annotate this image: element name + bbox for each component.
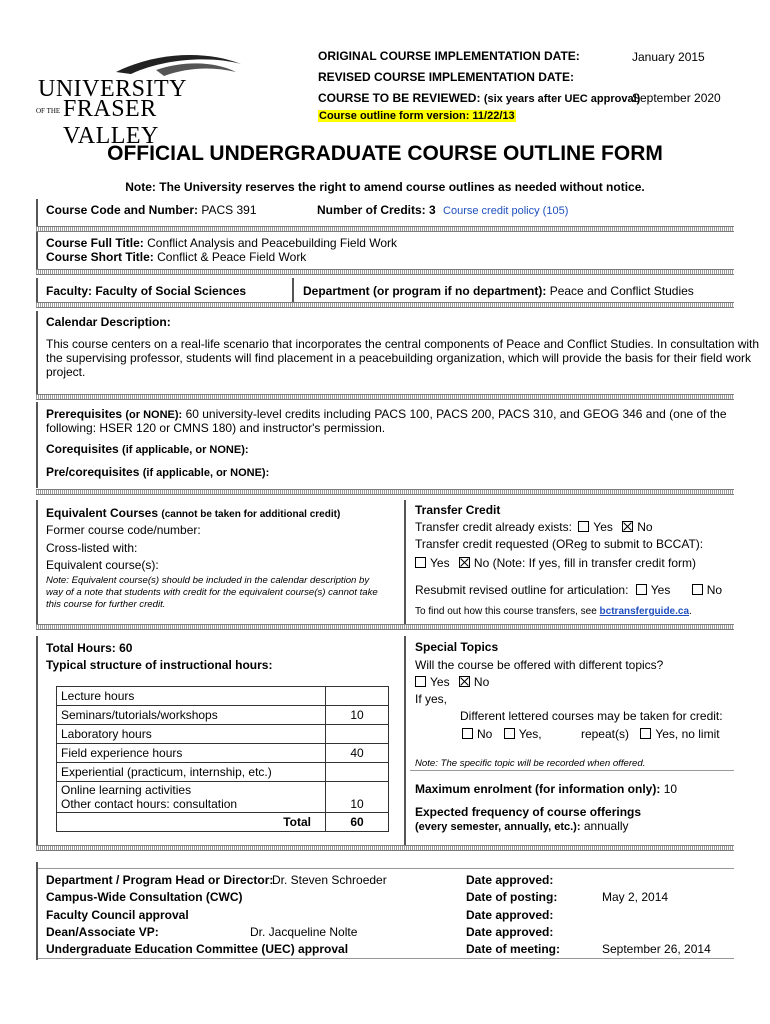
approval-name: Dr. Jacqueline Nolte: [250, 925, 358, 939]
approval-date-label: Date of posting:: [466, 890, 558, 904]
prereq-line1: [46, 407, 727, 421]
hours-total-label: Total: [57, 813, 326, 832]
special-lettered-options: [462, 727, 720, 741]
section-bar: [292, 278, 294, 304]
special-yes-checkbox[interactable]: [415, 676, 426, 687]
equivalent-note1: Note: Equivalent course(s) should be included in the calendar description by: [46, 575, 370, 586]
approval-label: Dean/Associate VP:: [46, 925, 159, 939]
equivalent-note2: way of a note that students with credit for the equivalent course(s) cannot take: [46, 587, 378, 598]
credit-policy-link[interactable]: Course credit policy (105): [443, 205, 569, 217]
lettered-yes: Yes,: [518, 727, 542, 741]
transfer-requested-options: [415, 556, 696, 570]
logo-line1: UNIVERSITY: [38, 76, 187, 102]
revised-date-label: REVISED COURSE IMPLEMENTATION DATE:: [318, 70, 575, 84]
credits-label: Number of Credits: 3: [317, 203, 436, 217]
transfer-find-text: To find out how this course transfers, see: [415, 606, 597, 617]
special-ifyes: If yes,: [415, 692, 448, 706]
hours-row-other-value: 10: [350, 797, 364, 811]
divider: [36, 624, 734, 630]
review-note: (six years after UEC approval): [483, 93, 641, 105]
course-code-label: Course Code and Number:: [46, 203, 199, 217]
equivalent-heading: [46, 506, 340, 520]
approval-row: [46, 925, 726, 941]
hours-row-label: Field experience hours: [57, 744, 326, 763]
section-bar: [36, 636, 38, 846]
approval-row: [46, 908, 726, 924]
precoreq-label: Pre/corequisites: [46, 465, 140, 479]
hours-total-value: 60: [326, 813, 389, 832]
transfer-find: [415, 606, 692, 617]
transfer-exists-yes-checkbox[interactable]: [578, 521, 589, 532]
calendar-line1: This course centers on a real-life scenario that incorporates the central components of Peace and Conflict Studies. In consultation with: [46, 337, 760, 351]
divider: [36, 489, 734, 495]
hours-row-value[interactable]: [326, 687, 389, 706]
course-code: [46, 203, 257, 217]
transfer-exists: [415, 520, 653, 534]
table-row: [57, 687, 389, 706]
max-enrolment-label: Maximum enrolment (for information only):: [415, 782, 661, 796]
logo-line2: FRASER VALLEY: [63, 96, 159, 149]
bctransferguide-link[interactable]: bctransferguide.ca: [599, 606, 690, 617]
hours-row-value[interactable]: [326, 725, 389, 744]
transfer-requested-no-checkbox[interactable]: [459, 557, 470, 568]
cross-listed: Cross-listed with:: [46, 541, 138, 555]
transfer-label: Transfer Credit: [415, 503, 501, 517]
frequency-label: Expected frequency of course offerings: [415, 805, 642, 819]
transfer-exists-no: No: [637, 520, 653, 534]
approval-row: [46, 942, 726, 958]
equivalent-courses: Equivalent course(s):: [46, 558, 159, 572]
approval-date-label: Date approved:: [466, 925, 554, 939]
special-lettered: Different lettered courses may be taken for credit:: [460, 709, 723, 723]
coreq: [46, 442, 249, 456]
approvals-top-line: [38, 868, 734, 869]
section-bar: [36, 311, 38, 395]
transfer-exists-no-checkbox[interactable]: [622, 521, 633, 532]
hours-row-value[interactable]: [326, 782, 389, 813]
transfer-exists-text: Transfer credit already exists:: [415, 520, 572, 534]
lettered-yes-checkbox[interactable]: [504, 728, 515, 739]
frequency-value: annually: [583, 819, 629, 833]
full-title-label: Course Full Title:: [46, 236, 144, 250]
hours-row-other: Other contact hours: consultation: [61, 797, 238, 811]
approval-row: [46, 873, 726, 889]
short-title-label: Course Short Title:: [46, 250, 154, 264]
table-row: [57, 725, 389, 744]
approval-label: Undergraduate Education Committee (UEC) approval: [46, 942, 349, 956]
max-enrolment: [415, 782, 677, 796]
section-bar: [36, 199, 38, 228]
resubmit: [415, 583, 722, 597]
approval-date-label: Date of meeting:: [466, 942, 561, 956]
hours-row-value[interactable]: [326, 763, 389, 782]
short-title: [46, 250, 306, 264]
lettered-no: No: [477, 727, 493, 741]
hours-row-online: Online learning activities: [61, 783, 192, 797]
section-bar: [36, 402, 38, 488]
prereq-text1: 60 university-level credits including PACS 100, PACS 200, PACS 310, and GEOG 346 and (one of the: [185, 407, 727, 421]
review-label: [318, 91, 640, 105]
hours-row-label: Experiential (practicum, internship, etc.): [57, 763, 326, 782]
table-row: [57, 706, 389, 725]
hours-row-value[interactable]: 40: [326, 744, 389, 763]
calendar-label: Calendar Description:: [46, 315, 171, 329]
approval-date-label: Date approved:: [466, 873, 554, 887]
approval-row: [46, 890, 726, 906]
divider: [36, 226, 734, 232]
section-bar: [36, 278, 38, 304]
resubmit-text: Resubmit revised outline for articulation:: [415, 583, 629, 597]
special-note: Note: The specific topic will be recorded when offered.: [415, 758, 646, 769]
special-yes: Yes: [430, 675, 450, 689]
special-options: [415, 675, 489, 689]
form-version: Course outline form version: 11/22/13: [319, 110, 515, 122]
page-title: OFFICIAL UNDERGRADUATE COURSE OUTLINE FORM: [107, 142, 663, 165]
approval-label: Campus-Wide Consultation (CWC): [46, 890, 243, 904]
equivalent-note: (cannot be taken for additional credit): [161, 509, 341, 520]
full-title: [46, 236, 397, 250]
review-label-text: COURSE TO BE REVIEWED:: [318, 91, 481, 105]
lettered-nolimit-checkbox[interactable]: [640, 728, 651, 739]
max-enrolment-value: 10: [663, 782, 678, 796]
short-title-value: Conflict & Peace Field Work: [157, 250, 307, 264]
former-code: Former course code/number:: [46, 523, 201, 537]
lettered-nolimit: Yes, no limit: [655, 727, 720, 741]
table-row: [57, 744, 389, 763]
original-date-label: ORIGINAL COURSE IMPLEMENTATION DATE:: [318, 49, 580, 63]
precoreq: [46, 465, 269, 479]
calendar-line3: project.: [46, 365, 86, 379]
university-logo: [36, 50, 246, 149]
coreq-label: Corequisites: [46, 442, 119, 456]
special-no: No: [473, 675, 490, 689]
special-no-checkbox[interactable]: [459, 676, 470, 687]
special-topics-label: Special Topics: [415, 640, 499, 654]
equivalent-note3: this course for further credit.: [46, 599, 166, 610]
section-bar: [404, 636, 406, 846]
approval-date: May 2, 2014: [602, 890, 669, 904]
special-question: Will the course be offered with different topics?: [415, 658, 664, 672]
resubmit-no: No: [706, 583, 723, 597]
full-title-value: Conflict Analysis and Peacebuilding Field Work: [147, 236, 398, 250]
transfer-exists-yes: Yes: [593, 520, 613, 534]
table-row: [57, 813, 389, 832]
equivalent-label: Equivalent Courses: [46, 506, 159, 520]
department-value: Peace and Conflict Studies: [549, 284, 694, 298]
transfer-find-end: .: [689, 606, 692, 617]
prereq-text2: following: HSER 120 or CMNS 180) and instructor's permission.: [46, 421, 386, 435]
precoreq-note: (if applicable, or NONE):: [142, 467, 270, 479]
transfer-requested-yes: Yes: [430, 556, 450, 570]
approval-name: Dr. Steven Schroeder: [272, 873, 387, 887]
divider: [36, 394, 734, 400]
prereq-note: (or NONE):: [125, 409, 183, 421]
credits: [317, 203, 568, 217]
transfer-requested-no: No (Note: If yes, fill in transfer credit form): [473, 556, 696, 570]
course-code-value: PACS 391: [201, 203, 257, 217]
frequency: [415, 819, 629, 833]
approval-date-label: Date approved:: [466, 908, 554, 922]
table-row: [57, 763, 389, 782]
department-label: Department (or program if no department):: [303, 284, 547, 298]
section-bar: [36, 500, 38, 626]
transfer-requested-yes-checkbox[interactable]: [415, 557, 426, 568]
review-date-value: September 2020: [632, 91, 721, 105]
prereq-label: Prerequisites: [46, 407, 123, 421]
divider: [36, 845, 734, 851]
calendar-line2: the supervising professor, students will find placement in a peacebuilding organization, which will provide the basis for their field work: [46, 351, 752, 365]
resubmit-no-checkbox[interactable]: [692, 584, 703, 595]
total-hours: Total Hours: 60: [46, 641, 133, 655]
hours-row-label: Laboratory hours: [57, 725, 326, 744]
hours-table: [56, 686, 389, 832]
lettered-no-checkbox[interactable]: [462, 728, 473, 739]
table-row: [57, 782, 389, 813]
amend-note: Note: The University reserves the right to amend course outlines as needed without notice.: [125, 180, 645, 194]
section-bar: [36, 862, 38, 960]
divider: [36, 269, 734, 275]
original-date-value: January 2015: [632, 50, 705, 64]
section-bar: [404, 500, 406, 626]
hours-row-value[interactable]: 10: [326, 706, 389, 725]
approval-label: Faculty Council approval: [46, 908, 189, 922]
section-bar: [36, 232, 38, 274]
divider: [36, 302, 734, 308]
faculty: Faculty: Faculty of Social Sciences: [46, 284, 247, 298]
transfer-requested: Transfer credit requested (OReg to submit to BCCAT):: [415, 537, 704, 551]
approval-date: September 26, 2014: [602, 942, 711, 956]
department: [303, 284, 694, 298]
lettered-repeat: repeat(s): [580, 727, 629, 741]
resubmit-yes: Yes: [650, 583, 671, 597]
coreq-note: (if applicable, or NONE):: [122, 444, 249, 456]
frequency-note: (every semester, annually, etc.):: [415, 821, 581, 833]
hours-row-label: [57, 782, 326, 813]
typical-structure: Typical structure of instructional hours:: [46, 658, 273, 672]
resubmit-yes-checkbox[interactable]: [636, 584, 647, 595]
hours-row-label: Seminars/tutorials/workshops: [57, 706, 326, 725]
approvals-bottom-line: [38, 958, 734, 959]
approval-label: Department / Program Head or Director:: [46, 873, 274, 887]
hours-row-label: Lecture hours: [57, 687, 326, 706]
logo-line2-prefix: OF THE: [36, 107, 61, 115]
special-note-underline: [410, 770, 734, 771]
